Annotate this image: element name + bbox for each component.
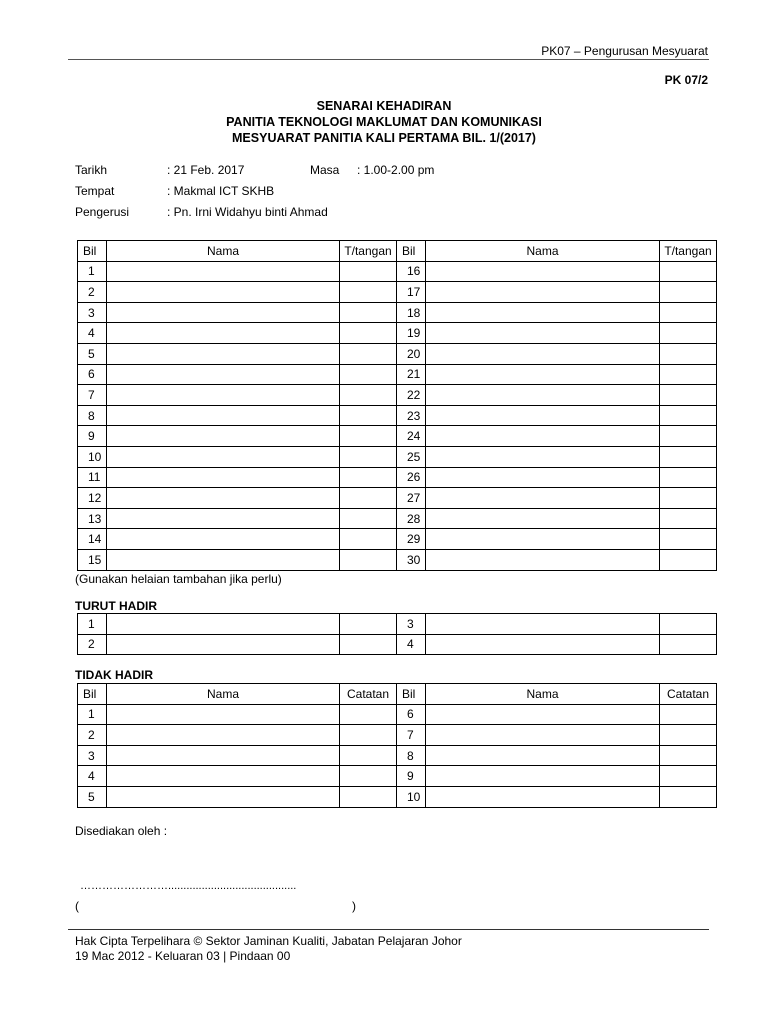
attendance-bil-cell: 25: [397, 446, 426, 467]
attendance-name-cell[interactable]: [107, 508, 340, 529]
attendance-name-cell[interactable]: [107, 261, 340, 282]
pengerusi-value: : Pn. Irni Widahyu binti Ahmad: [167, 205, 328, 219]
footer-divider: [68, 929, 709, 930]
attendance-bil-cell: 7: [78, 385, 107, 406]
tidak-hadir-bil-header: Bil: [78, 684, 107, 705]
attendance-sign-cell[interactable]: [660, 385, 717, 406]
attendance-sign-cell[interactable]: [660, 323, 717, 344]
turut-hadir-name-cell[interactable]: [426, 614, 660, 635]
tidak-hadir-bil-cell: 10: [397, 786, 426, 807]
table-row: [78, 426, 717, 447]
attendance-sign-cell[interactable]: [660, 529, 717, 550]
table-row: [78, 302, 717, 323]
table-row: [78, 261, 717, 282]
attendance-bil-cell: 2: [78, 282, 107, 303]
pengerusi-label: Pengerusi: [75, 205, 130, 219]
tidak-hadir-name-cell[interactable]: [107, 786, 340, 807]
name-paren-open: (: [75, 899, 79, 913]
tidak-hadir-name-cell[interactable]: [107, 725, 340, 746]
attendance-sign-cell[interactable]: [340, 343, 397, 364]
turut-hadir-table: [77, 613, 717, 655]
attendance-bil-cell: 12: [78, 488, 107, 509]
table-row: [78, 704, 717, 725]
attendance-bil-cell: 26: [397, 467, 426, 488]
additional-sheet-note: (Gunakan helaian tambahan jika perlu): [75, 572, 282, 586]
tidak-hadir-bil-cell: 1: [78, 704, 107, 725]
attendance-name-cell[interactable]: [426, 323, 660, 344]
attendance-name-cell[interactable]: [107, 302, 340, 323]
attendance-name-cell[interactable]: [107, 467, 340, 488]
table-row: [78, 488, 717, 509]
tidak-hadir-table: [77, 683, 717, 808]
attendance-bil-cell: 9: [78, 426, 107, 447]
attendance-sign-cell[interactable]: [660, 364, 717, 385]
table-row: [78, 405, 717, 426]
attendance-bil-cell: 28: [397, 508, 426, 529]
attendance-sign-cell[interactable]: [660, 508, 717, 529]
tidak-hadir-name-cell[interactable]: [107, 745, 340, 766]
tidak-hadir-name-cell[interactable]: [426, 704, 660, 725]
attendance-bil-cell: 17: [397, 282, 426, 303]
table-row: [78, 446, 717, 467]
attendance-sign-cell[interactable]: [660, 405, 717, 426]
turut-hadir-sign-cell[interactable]: [340, 614, 397, 635]
attendance-sign-cell[interactable]: [340, 446, 397, 467]
attendance-name-cell[interactable]: [107, 549, 340, 570]
tidak-hadir-name-cell[interactable]: [107, 766, 340, 787]
table-row: [78, 786, 717, 807]
attendance-sign-cell[interactable]: [340, 467, 397, 488]
tidak-hadir-bil-cell: 8: [397, 745, 426, 766]
attendance-bil-cell: 1: [78, 261, 107, 282]
tidak-hadir-title: TIDAK HADIR: [75, 668, 153, 682]
attendance-sign-cell[interactable]: [340, 323, 397, 344]
attendance-bil-cell: 30: [397, 549, 426, 570]
attendance-bil-cell: 6: [78, 364, 107, 385]
attendance-name-cell[interactable]: [426, 302, 660, 323]
attendance-sign-cell[interactable]: [340, 282, 397, 303]
table-row: [78, 323, 717, 344]
attendance-bil-cell: 5: [78, 343, 107, 364]
tidak-hadir-bil-cell: 9: [397, 766, 426, 787]
tidak-hadir-name-cell[interactable]: [426, 745, 660, 766]
attendance-name-cell[interactable]: [426, 405, 660, 426]
tidak-hadir-bil-cell: 3: [78, 745, 107, 766]
tidak-hadir-bil-cell: 5: [78, 786, 107, 807]
table-row: [78, 634, 717, 655]
table-row: [78, 549, 717, 570]
turut-hadir-sign-cell[interactable]: [660, 614, 717, 635]
tidak-hadir-sign-cell[interactable]: [340, 725, 397, 746]
attendance-name-cell[interactable]: [426, 364, 660, 385]
attendance-sign-cell[interactable]: [340, 508, 397, 529]
tidak-hadir-sign-cell[interactable]: [660, 704, 717, 725]
attendance-name-cell[interactable]: [426, 343, 660, 364]
table-row: [78, 467, 717, 488]
attendance-bil-cell: 22: [397, 385, 426, 406]
attendance-sign-cell[interactable]: [340, 488, 397, 509]
attendance-bil-cell: 8: [78, 405, 107, 426]
prepared-by-label: Disediakan oleh :: [75, 824, 168, 838]
attendance-bil-cell: 18: [397, 302, 426, 323]
attendance-name-cell[interactable]: [107, 426, 340, 447]
attendance-sign-cell[interactable]: [660, 488, 717, 509]
attendance-name-cell[interactable]: [426, 282, 660, 303]
tidak-hadir-sign-header: Catatan: [660, 684, 717, 705]
attendance-name-cell[interactable]: [107, 282, 340, 303]
attendance-bil-cell: 19: [397, 323, 426, 344]
tidak-hadir-sign-cell[interactable]: [660, 725, 717, 746]
tidak-hadir-sign-cell[interactable]: [660, 745, 717, 766]
signature-line: ……………………..........................................: [80, 880, 297, 892]
tempat-value: : Makmal ICT SKHB: [167, 184, 275, 198]
tempat-label: Tempat: [75, 184, 115, 198]
turut-hadir-sign-cell[interactable]: [660, 634, 717, 655]
attendance-name-cell[interactable]: [426, 529, 660, 550]
turut-hadir-name-cell[interactable]: [107, 614, 340, 635]
turut-hadir-sign-cell[interactable]: [340, 634, 397, 655]
attendance-name-cell[interactable]: [426, 426, 660, 447]
tidak-hadir-bil-cell: 2: [78, 725, 107, 746]
attendance-name-cell[interactable]: [426, 488, 660, 509]
attendance-sign-cell[interactable]: [660, 426, 717, 447]
attendance-bil-cell: 11: [78, 467, 107, 488]
table-row: [78, 766, 717, 787]
attendance-bil-cell: 16: [397, 261, 426, 282]
attendance-name-cell[interactable]: [426, 467, 660, 488]
attendance-bil-cell: 13: [78, 508, 107, 529]
masa-label: Masa: [310, 163, 340, 177]
attendance-sign-header: T/tangan: [340, 241, 397, 262]
header-divider: [68, 59, 709, 60]
attendance-bil-cell: 29: [397, 529, 426, 550]
tarikh-value: : 21 Feb. 2017: [167, 163, 245, 177]
attendance-nama-header: Nama: [426, 241, 660, 262]
tidak-hadir-name-cell[interactable]: [426, 766, 660, 787]
attendance-name-cell[interactable]: [107, 323, 340, 344]
table-row: [78, 282, 717, 303]
table-row: [78, 343, 717, 364]
title-line-2: PANITIA TEKNOLOGI MAKLUMAT DAN KOMUNIKASI: [226, 115, 542, 129]
attendance-name-cell[interactable]: [426, 261, 660, 282]
attendance-bil-cell: 15: [78, 549, 107, 570]
form-code: PK 07/2: [664, 73, 708, 87]
attendance-sign-cell[interactable]: [340, 549, 397, 570]
attendance-bil-header: Bil: [397, 241, 426, 262]
title-line-3: MESYUARAT PANITIA KALI PERTAMA BIL. 1/(2017): [232, 131, 536, 145]
attendance-sign-cell[interactable]: [660, 467, 717, 488]
turut-hadir-bil-cell: 1: [78, 614, 107, 635]
attendance-sign-cell[interactable]: [340, 261, 397, 282]
table-row: [78, 385, 717, 406]
attendance-bil-cell: 20: [397, 343, 426, 364]
attendance-name-cell[interactable]: [107, 364, 340, 385]
attendance-sign-cell[interactable]: [660, 343, 717, 364]
attendance-bil-cell: 10: [78, 446, 107, 467]
attendance-sign-cell[interactable]: [660, 302, 717, 323]
attendance-header-row: [78, 241, 717, 262]
attendance-bil-cell: 24: [397, 426, 426, 447]
title-line-1: SENARAI KEHADIRAN: [316, 99, 452, 113]
attendance-bil-cell: 27: [397, 488, 426, 509]
table-row: [78, 745, 717, 766]
table-row: [78, 614, 717, 635]
tidak-hadir-sign-cell[interactable]: [340, 745, 397, 766]
tidak-hadir-bil-header: Bil: [397, 684, 426, 705]
attendance-sign-cell[interactable]: [340, 529, 397, 550]
tidak-hadir-bil-cell: 6: [397, 704, 426, 725]
attendance-bil-cell: 3: [78, 302, 107, 323]
attendance-bil-cell: 23: [397, 405, 426, 426]
attendance-sign-cell[interactable]: [660, 549, 717, 570]
tidak-hadir-nama-header: Nama: [107, 684, 340, 705]
attendance-sign-cell[interactable]: [660, 261, 717, 282]
tidak-hadir-sign-cell[interactable]: [340, 786, 397, 807]
tidak-hadir-name-cell[interactable]: [107, 704, 340, 725]
tidak-hadir-name-cell[interactable]: [426, 786, 660, 807]
attendance-sign-cell[interactable]: [340, 385, 397, 406]
document-reference: PK07 – Pengurusan Mesyuarat: [541, 44, 708, 58]
attendance-table: [77, 240, 717, 571]
turut-hadir-bil-cell: 2: [78, 634, 107, 655]
attendance-bil-cell: 21: [397, 364, 426, 385]
tidak-hadir-sign-header: Catatan: [340, 684, 397, 705]
attendance-nama-header: Nama: [107, 241, 340, 262]
tidak-hadir-name-cell[interactable]: [426, 725, 660, 746]
turut-hadir-title: TURUT HADIR: [75, 599, 157, 613]
attendance-name-cell[interactable]: [426, 549, 660, 570]
attendance-name-cell[interactable]: [107, 446, 340, 467]
masa-value: : 1.00-2.00 pm: [357, 163, 435, 177]
attendance-sign-cell[interactable]: [660, 282, 717, 303]
footer-revision: 19 Mac 2012 - Keluaran 03 | Pindaan 00: [75, 949, 291, 963]
attendance-name-cell[interactable]: [426, 508, 660, 529]
tidak-hadir-sign-cell[interactable]: [340, 766, 397, 787]
attendance-bil-cell: 4: [78, 323, 107, 344]
turut-hadir-bil-cell: 4: [397, 634, 426, 655]
tidak-hadir-header-row: [78, 684, 717, 705]
footer-copyright: Hak Cipta Terpelihara © Sektor Jaminan Kualiti, Jabatan Pelajaran Johor: [75, 934, 462, 948]
tidak-hadir-bil-cell: 7: [397, 725, 426, 746]
tidak-hadir-sign-cell[interactable]: [340, 704, 397, 725]
table-row: [78, 529, 717, 550]
attendance-sign-cell[interactable]: [340, 405, 397, 426]
attendance-sign-cell[interactable]: [340, 426, 397, 447]
attendance-name-cell[interactable]: [107, 385, 340, 406]
attendance-sign-header: T/tangan: [660, 241, 717, 262]
table-row: [78, 725, 717, 746]
attendance-bil-header: Bil: [78, 241, 107, 262]
tidak-hadir-nama-header: Nama: [426, 684, 660, 705]
attendance-sign-cell[interactable]: [660, 446, 717, 467]
attendance-name-cell[interactable]: [107, 343, 340, 364]
turut-hadir-name-cell[interactable]: [426, 634, 660, 655]
turut-hadir-name-cell[interactable]: [107, 634, 340, 655]
attendance-sign-cell[interactable]: [340, 364, 397, 385]
attendance-name-cell[interactable]: [426, 385, 660, 406]
table-row: [78, 364, 717, 385]
name-paren-close: ): [352, 899, 356, 913]
table-row: [78, 508, 717, 529]
attendance-name-cell[interactable]: [107, 488, 340, 509]
turut-hadir-bil-cell: 3: [397, 614, 426, 635]
attendance-name-cell[interactable]: [107, 529, 340, 550]
tidak-hadir-sign-cell[interactable]: [660, 786, 717, 807]
tidak-hadir-sign-cell[interactable]: [660, 766, 717, 787]
tidak-hadir-bil-cell: 4: [78, 766, 107, 787]
document-title-block: [0, 98, 768, 146]
attendance-sign-cell[interactable]: [340, 302, 397, 323]
attendance-bil-cell: 14: [78, 529, 107, 550]
tarikh-label: Tarikh: [75, 163, 108, 177]
attendance-name-cell[interactable]: [107, 405, 340, 426]
attendance-name-cell[interactable]: [426, 446, 660, 467]
